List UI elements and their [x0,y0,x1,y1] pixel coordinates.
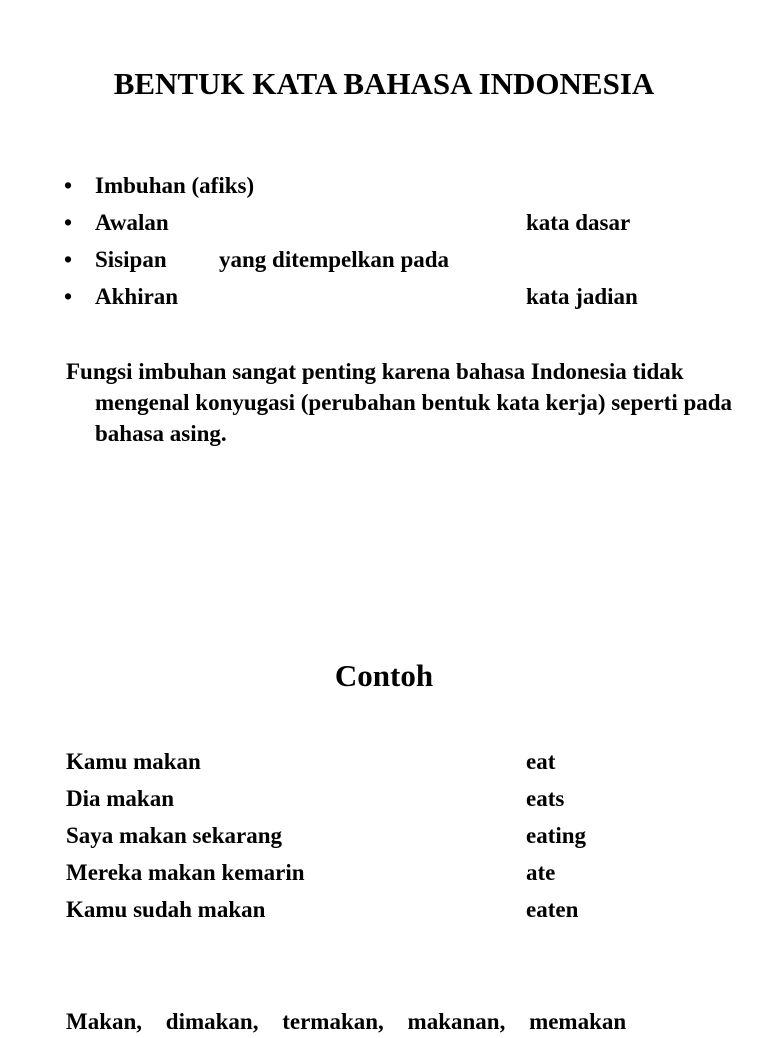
example-indonesian: Mereka makan kemarin [66,860,305,885]
bullet-icon: • [64,284,73,309]
example-english: eaten [526,897,579,922]
example-indonesian: Kamu sudah makan [66,897,266,922]
bullet-middle-text: yang ditempelkan pada [219,247,450,272]
bullet-icon: • [64,173,73,198]
example-english: eating [526,823,587,848]
example-row [0,746,768,783]
page-title: BENTUK KATA BAHASA INDONESIA [113,66,655,101]
bullet-label: Imbuhan (afiks) [95,173,255,198]
bullet-right-text: kata jadian [526,284,638,309]
example-english: eats [526,786,565,811]
example-row [0,857,768,894]
example-row [0,894,768,931]
bullet-icon: • [64,210,73,235]
body-paragraph: Fungsi imbuhan sangat penting karena bahasa Indonesia tidak mengenal konyugasi (perubahan bentuk kata kerja) seperti pada bahasa asing. [66,359,733,446]
example-indonesian: Kamu makan [66,749,201,774]
example-english: ate [526,860,556,885]
bullet-right-text: kata dasar [526,210,631,235]
bullet-label: Akhiran [95,284,179,309]
example-row [0,820,768,857]
section-heading: Contoh [334,658,434,693]
list-item [0,244,768,281]
example-indonesian: Saya makan sekarang [66,823,282,848]
example-row [0,783,768,820]
list-item [0,170,768,207]
bullet-label: Sisipan [95,247,167,272]
bullet-icon: • [64,247,73,272]
example-list [0,746,768,931]
word-forms-line: Makan, dimakan, termakan, makanan, memakan [66,1009,627,1034]
example-english: eat [526,749,556,774]
list-item [0,207,768,244]
bullet-list [0,170,768,318]
example-indonesian: Dia makan [66,786,174,811]
bullet-label: Awalan [95,210,169,235]
list-item [0,281,768,318]
